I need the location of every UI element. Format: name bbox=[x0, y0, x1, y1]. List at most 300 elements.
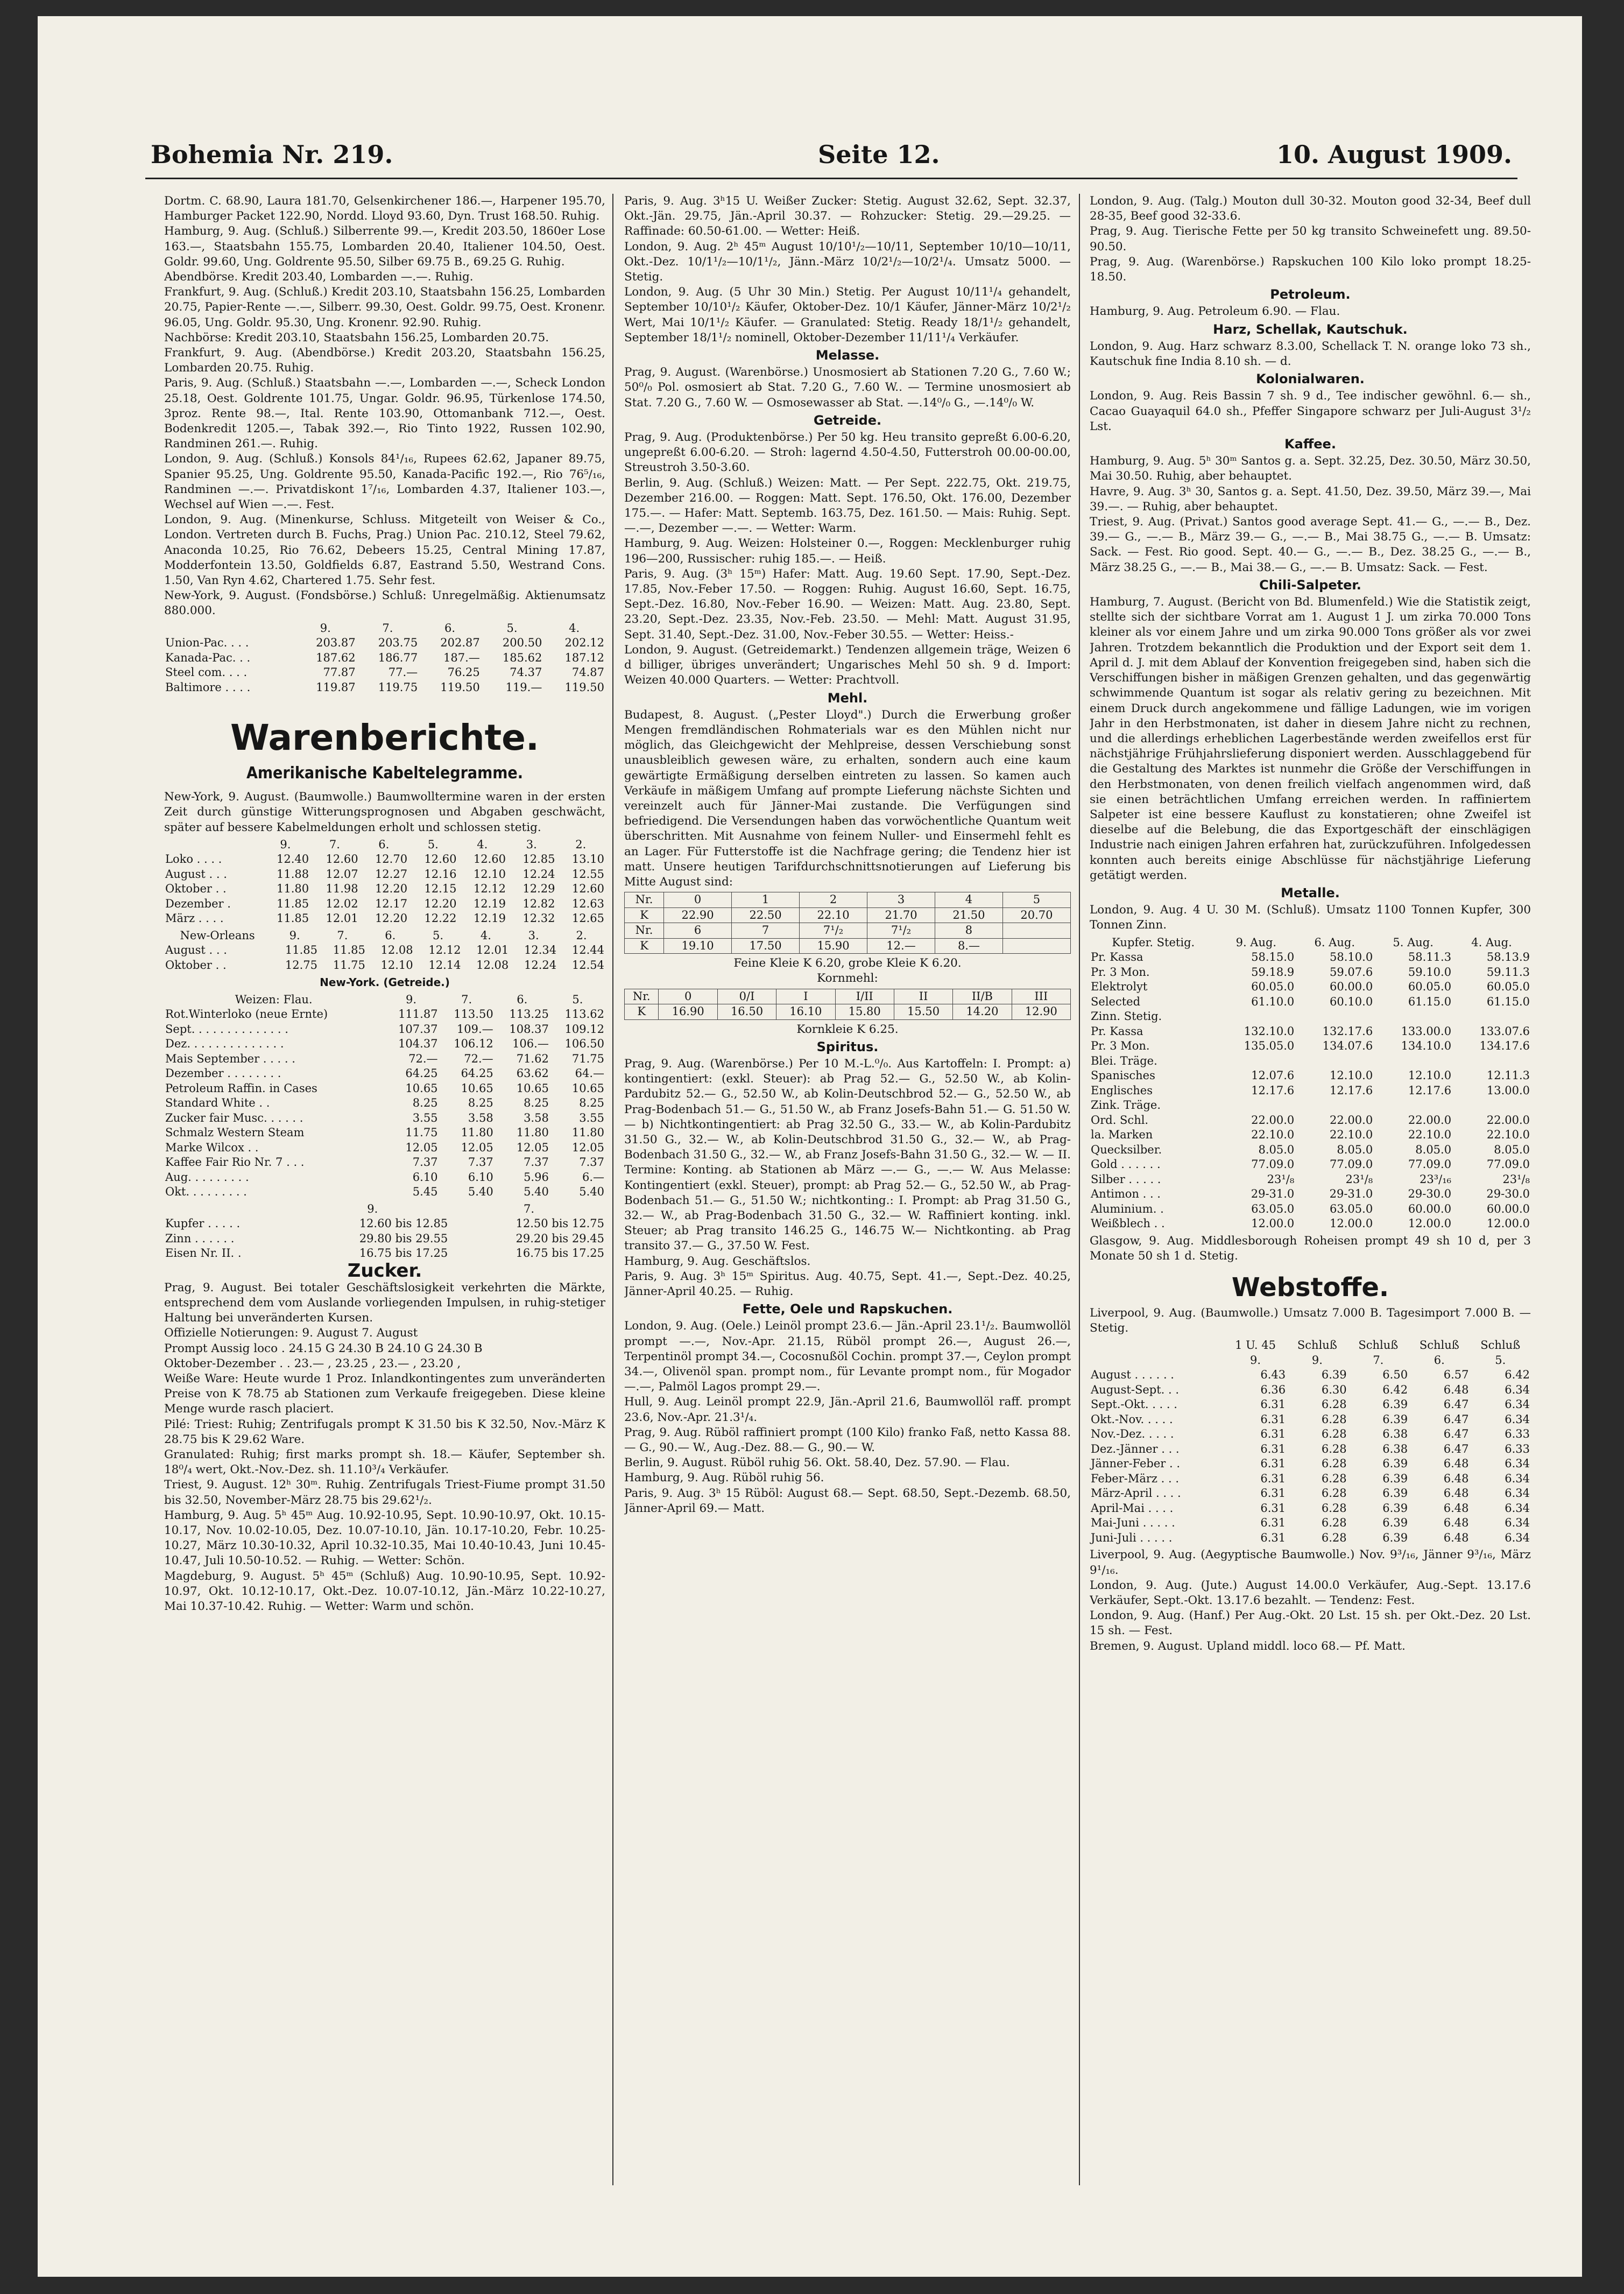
table-cell: 12.16 bbox=[424, 867, 457, 881]
table-cell bbox=[1452, 1098, 1531, 1113]
table-cell bbox=[1295, 1098, 1374, 1113]
table-cell: 6. bbox=[517, 993, 528, 1006]
table-cell: 9. bbox=[289, 928, 300, 942]
table-row bbox=[1090, 1187, 1531, 1202]
table-cell: 12.01 bbox=[326, 912, 358, 925]
table-row bbox=[164, 1141, 605, 1156]
table-cell: Marke Wilcox . . bbox=[165, 1141, 259, 1154]
table-cell: Nr. bbox=[625, 892, 664, 908]
table-cell: 11.75 bbox=[405, 1126, 438, 1139]
table-cell bbox=[449, 1246, 453, 1261]
table-row bbox=[1090, 980, 1531, 995]
table-cell: 6.42 bbox=[1505, 1368, 1530, 1382]
table-row bbox=[164, 1185, 605, 1200]
table-header-row bbox=[164, 1202, 605, 1217]
table-cell: 77.09.0 bbox=[1330, 1158, 1373, 1171]
table-cell: Juni-Juli . . . . . bbox=[1091, 1531, 1173, 1544]
paragraph: Liverpool, 9. Aug. (Baumwolle.) Umsatz 7.000 B. Tagesimport 7.000 B. — Stetig. bbox=[1090, 1306, 1531, 1335]
table-cell: 6.34 bbox=[1505, 1383, 1530, 1396]
table-cell: 12.90 bbox=[1012, 1004, 1070, 1020]
table-cell: 7.37 bbox=[468, 1156, 493, 1169]
table-cell: 60.00.0 bbox=[1408, 1202, 1452, 1215]
paragraph: Triest, 9. August. 12ʰ 30ᵐ. Ruhig. Zentrifugals Triest-Fiume prompt 31.50 bis 32.50, November-März 28.75 bis 29.62¹/₂. bbox=[164, 1478, 605, 1507]
table-cell: August-Sept. . . bbox=[1091, 1383, 1180, 1396]
table-row bbox=[164, 1170, 605, 1185]
table-cell: Antimon . . . bbox=[1091, 1187, 1161, 1201]
table-row bbox=[164, 943, 605, 958]
table-cell: 72.— bbox=[408, 1052, 438, 1065]
table-cell: Zinn. Stetig. bbox=[1091, 1010, 1162, 1023]
section-heading: Harz, Schellak, Kautschuk. bbox=[1213, 321, 1408, 337]
table-cell: 6.48 bbox=[1443, 1457, 1469, 1470]
newspaper-page bbox=[38, 16, 1582, 2277]
paragraph: Hamburg, 9. Aug. (Schluß.) Silberrente 99.—, Kredit 203.50, 1860er Lose 163.—, Staatsbahn 155.75, Lombarden 20.40, Italiener 104.50, Oest. Goldr. 99.60, Ung. Goldrente 95.50, Silber 69.75 B., 69.25 G. Ruhig. bbox=[164, 224, 605, 269]
table-cell: 12.44 bbox=[571, 944, 604, 957]
table-cell: 3.58 bbox=[524, 1111, 549, 1124]
table-cell: 12.34 bbox=[524, 944, 557, 957]
table-cell: 12.63 bbox=[571, 897, 604, 910]
paragraph: London, 9. Aug. (5 Uhr 30 Min.) Stetig. Per August 10/11¹/₄ gehandelt, September 10/10¹/₂ Käufer, Oktober-Dez. 10/1 Käufer, Jänner-März 10/2¹/₂ Wert, Mai 10/1¹/₂ Käufer. — Granulated: Stetig. Ready 18/1¹/₂ gehandelt, September 18/1¹/₂ nominell, Oktober-Dezember 11/11¹/₄ Verkäufer. bbox=[624, 285, 1071, 344]
table-cell: 12.14 bbox=[428, 958, 461, 972]
table-cell: 77.87 bbox=[323, 666, 356, 679]
table-cell bbox=[1295, 1054, 1374, 1069]
table-cell: 5.40 bbox=[579, 1185, 604, 1198]
table-row bbox=[1090, 1143, 1531, 1158]
table-row bbox=[164, 1007, 605, 1022]
table-cell: 6.38 bbox=[1382, 1427, 1408, 1441]
table-cell: 60.00.0 bbox=[1486, 1202, 1530, 1215]
table-cell: 59.18.9 bbox=[1251, 965, 1295, 979]
table-cell: 76.25 bbox=[447, 666, 480, 679]
table-cell: 8 bbox=[935, 923, 1002, 939]
table-cell: 4. bbox=[480, 928, 491, 942]
table-cell: 8.25 bbox=[412, 1096, 438, 1109]
table-cell: 6.34 bbox=[1505, 1472, 1530, 1485]
table-cell: 6.39 bbox=[1382, 1472, 1408, 1485]
table-cell: 59.10.0 bbox=[1408, 965, 1452, 979]
table-cell: 12.60 bbox=[326, 853, 358, 866]
table-cell: 7. bbox=[1373, 1353, 1384, 1367]
table-cell: 21.50 bbox=[935, 907, 1002, 923]
table-cell: 4. bbox=[477, 838, 488, 851]
table-cell: 22.00.0 bbox=[1486, 1113, 1530, 1127]
table-cell: 6.10 bbox=[468, 1170, 493, 1184]
table-cell: 5. Aug. bbox=[1393, 935, 1434, 949]
table-cell: Mais September . . . . . bbox=[165, 1052, 295, 1065]
table-cell: 119.50 bbox=[564, 680, 604, 694]
table-cell: 16.75 bis 17.25 bbox=[359, 1247, 448, 1259]
paragraph: Magdeburg, 9. August. 5ʰ 45ᵐ (Schluß) Aug. 10.90-10.95, Sept. 10.92-10.97, Okt. 10.12-10.17, Okt.-Dez. 10.07-10.12, Jän.-März 10.22-10.27, Mai 10.37-10.42. Ruhig. — Wetter: Warm und schön. bbox=[164, 1569, 605, 1613]
table-cell: Zink. Träge. bbox=[1091, 1099, 1161, 1112]
table-cell: 22.00.0 bbox=[1408, 1113, 1452, 1127]
paragraph: Glasgow, 9. Aug. Middlesborough Roheisen prompt 49 sh 10 d, per 3 Monate 50 sh 1 d. Stetig. bbox=[1090, 1234, 1531, 1263]
table-cell: 0 bbox=[664, 892, 732, 908]
table-row bbox=[1090, 1412, 1531, 1427]
paragraph: Hamburg, 9. Aug. Weizen: Holsteiner 0.—, Roggen: Mecklenburger ruhig 196—200, Russischer: ruhig 185.—. — Heiß. bbox=[624, 537, 1071, 566]
table-cell: 9. bbox=[320, 621, 331, 635]
table-cell: 6.31 bbox=[1260, 1457, 1286, 1470]
column-2 bbox=[624, 194, 1071, 2185]
table-cell: 14.20 bbox=[953, 1004, 1012, 1020]
table-cell: 71.62 bbox=[516, 1052, 549, 1065]
table-cell: 58.15.0 bbox=[1251, 951, 1295, 964]
table-row bbox=[164, 1246, 605, 1261]
paragraph: Oktober-Dezember . . 23.— , 23.25 , 23.— , 23.20 , bbox=[164, 1356, 461, 1370]
table-row bbox=[1090, 1216, 1531, 1232]
paragraph: London, 9. August. (Getreidemarkt.) Tendenzen allgemein träge, Weizen 6 d billiger, übriges unverändert; Ungarisches Mehl 50 sh. 9 d. Import: Weizen 40.000 Quarters. — Wetter: Prachtvoll. bbox=[624, 643, 1071, 687]
table-row bbox=[164, 1216, 605, 1232]
table-cell: 133.00.0 bbox=[1401, 1024, 1452, 1038]
table-cell: März-April . . . . bbox=[1091, 1487, 1181, 1500]
table-cell: Aug. . . . . . . . . bbox=[165, 1170, 249, 1184]
table-cell: Mai-Juni . . . . . bbox=[1091, 1516, 1175, 1530]
table-cell: 6.42 bbox=[1382, 1383, 1408, 1396]
table-cell: 6.31 bbox=[1260, 1398, 1286, 1411]
table-cell: III bbox=[1012, 989, 1070, 1004]
table-cell: 202.12 bbox=[564, 636, 604, 650]
table-cell: 22.10.0 bbox=[1408, 1128, 1452, 1142]
section-title: Webstoffe. bbox=[1231, 1272, 1389, 1303]
table-cell: 12.17.6 bbox=[1330, 1083, 1373, 1097]
table-row bbox=[1090, 1368, 1531, 1383]
paragraph: Budapest, 8. August. („Pester Lloyd".) Durch die Erwerbung großer Mengen fremdländischen Rohmaterials war es den Mühlen nicht nur möglich, das Gleichgewicht der Mehlpreise, dessen Verschiebung sonst unausbleiblich gewesen wäre, zu erhalten, sondern auch eine kaum gewärtigte Ermäßigung derselben eintreten zu lassen. So kamen auch Verkäufe in mäßigem Umfang auf prompte Lieferung nächste Sichten und vereinzelt auch für Jänner-Mai zustande. Die Verfügungen sind befriedigend. Die Versendungen haben das vorwöchentliche Quantum weit überschritten. Mit Ausnahme von feinem Nuller- und Einsermehl fehlt es an Lager. Für Futterstoffe ist die Nachfrage gering; die Tendenz hier ist matt. Unsere heutigen Tarifdurchschnittsnotierungen auf Lieferung bis Mitte August sind: bbox=[624, 708, 1071, 889]
table-cell: Dez. . . . . . . . . . . . . . bbox=[165, 1037, 284, 1050]
table-row bbox=[1090, 1157, 1531, 1172]
table-cell: Oktober . . bbox=[165, 882, 227, 896]
table-cell: 6.10 bbox=[412, 1170, 438, 1184]
table-cell: Nov.-Dez. . . . . bbox=[1091, 1427, 1174, 1441]
table-cell: 203.87 bbox=[316, 636, 356, 650]
table-cell: 58.13.9 bbox=[1486, 951, 1530, 964]
table-cell: 7.37 bbox=[579, 1156, 604, 1169]
table-cell: 6.33 bbox=[1505, 1442, 1530, 1455]
table-row bbox=[164, 1052, 605, 1067]
table-cell: 6.39 bbox=[1382, 1412, 1408, 1426]
table-cell: 19.10 bbox=[664, 938, 732, 954]
table-row bbox=[1090, 1442, 1531, 1457]
table-cell: 8.— bbox=[935, 938, 1002, 954]
table-cell: 5. bbox=[427, 838, 439, 851]
table-note: Feine Kleie K 6.20, grobe Kleie K 6.20. bbox=[733, 956, 962, 970]
paragraph: Dortm. C. 68.90, Laura 181.70, Gelsenkirchener 186.—, Harpener 195.70, Hamburger Packet 122.90, Nordd. Lloyd 93.60, Dyn. Trust 168.50. Ruhig. bbox=[164, 194, 605, 223]
table-cell bbox=[1217, 1009, 1295, 1024]
paragraph: Offizielle Notierungen: 9. August 7. August bbox=[164, 1326, 418, 1340]
table-row bbox=[1090, 1383, 1531, 1398]
table-cell: 22.10.0 bbox=[1330, 1128, 1373, 1142]
table-cell: 63.05.0 bbox=[1251, 1202, 1295, 1215]
paragraph: London, 9. Aug. (Talg.) Mouton dull 30-32. Mouton good 32-34, Beef dull 28-35, Beef good 32-33.6. bbox=[1090, 194, 1531, 223]
table-row bbox=[164, 1096, 605, 1111]
table-row bbox=[1090, 1397, 1531, 1412]
table-cell: Silber . . . . . bbox=[1091, 1172, 1161, 1186]
table-cell bbox=[1090, 1353, 1224, 1368]
table-cell: Steel com. . . . bbox=[165, 666, 248, 679]
table-cell: 12.— bbox=[867, 938, 935, 954]
table-cell: Schluß bbox=[1297, 1339, 1337, 1352]
table-cell: 12.10 bbox=[473, 867, 506, 881]
table-cell: 22.10.0 bbox=[1486, 1128, 1530, 1142]
table-cell: 8.25 bbox=[579, 1096, 604, 1109]
table-cell: 11.80 bbox=[571, 1126, 604, 1139]
table-cell: 9. bbox=[280, 838, 291, 851]
table-cell: 187.— bbox=[443, 651, 480, 664]
table-cell: 6.28 bbox=[1321, 1457, 1347, 1470]
header-rule bbox=[145, 178, 1517, 179]
table-cell: 6.28 bbox=[1321, 1531, 1347, 1544]
metals-table bbox=[164, 1202, 605, 1261]
table-cell: 60.05.0 bbox=[1251, 980, 1295, 994]
table-cell: 203.75 bbox=[378, 636, 418, 650]
ny-stocks-table bbox=[164, 621, 605, 695]
paragraph: New-York, 9. August. (Baumwolle.) Baumwollterminе waren in der ersten Zeit durch günstige Witterungsprognosen und Abgaben geschwächt, später auf bessere Kabelmeldungen erholt und schlossen stetig. bbox=[164, 790, 605, 834]
paragraph: London, 9. Aug. (Minenkurse, Schluss. Mitgeteilt von Weiser & Co., London. Vertreten durch B. Fuchs, Prag.) Union Pac. 210.12, Steel 79.62, Anaconda 10.25, Rio 76.62, Debeers 15.25, Central Mining 17.87, Modderfontein 13.50, Goldfields 6.87, Eastrand 5.50, Westrand Cons. 1.50, Van Ryn 4.62, Chartered 1.75. Sehr fest. bbox=[164, 513, 605, 588]
table-cell: 12.07 bbox=[326, 867, 358, 881]
table-cell: Schluß bbox=[1358, 1339, 1399, 1352]
table-cell: Spanisches bbox=[1091, 1069, 1155, 1082]
table-cell: 61.10.0 bbox=[1251, 995, 1295, 1008]
table-cell: 12.20 bbox=[375, 882, 408, 896]
table-cell: 106.50 bbox=[564, 1037, 604, 1050]
table-cell: Rot.Winterloko (neue Ernte) bbox=[165, 1008, 328, 1021]
section-heading: Spiritus. bbox=[816, 1039, 879, 1054]
table-row bbox=[164, 882, 605, 897]
table-cell: 1 bbox=[732, 892, 800, 908]
table-cell: 15.90 bbox=[800, 938, 867, 954]
table-cell: 74.87 bbox=[571, 666, 604, 679]
table-cell: 7¹/₂ bbox=[800, 923, 867, 939]
table-cell: August . . . bbox=[165, 867, 227, 881]
table-cell: 132.10.0 bbox=[1244, 1024, 1295, 1038]
table-cell: 15.80 bbox=[835, 1004, 894, 1020]
table-cell: Schluß bbox=[1419, 1339, 1459, 1352]
table-cell: 63.05.0 bbox=[1330, 1202, 1373, 1215]
table-cell: Aluminium. . bbox=[1091, 1202, 1164, 1215]
paragraph: London, 9. Aug. 4 U. 30 M. (Schluß). Umsatz 1100 Tonnen Kupfer, 300 Tonnen Zinn. bbox=[1090, 903, 1531, 932]
table-cell: 6.48 bbox=[1443, 1472, 1469, 1485]
table-cell: 17.50 bbox=[732, 938, 800, 954]
cotton-table bbox=[164, 838, 605, 926]
table-cell: 6.39 bbox=[1321, 1368, 1347, 1382]
table-cell: II bbox=[894, 989, 952, 1004]
table-cell: 119.— bbox=[505, 680, 542, 694]
table-cell: Sept. . . . . . . . . . . . . . bbox=[165, 1022, 288, 1036]
paragraph: Hamburg, 9. Aug. 5ʰ 45ᵐ Aug. 10.92-10.95, Sept. 10.90-10.97, Okt. 10.15-10.17, Nov. 10.02-10.05, Dez. 10.07-10.10, Jän. 10.17-10.20, Febr. 10.25-10.27, März 10.30-10.32, April 10.32-10.35, Mai 10.40-10.43, Juni 10.45-10.47, Juli 10.50-10.52. — Ruhig. — Wetter: Schön. bbox=[164, 1508, 605, 1568]
table-cell: 6.48 bbox=[1443, 1383, 1469, 1396]
table-cell: Schluß bbox=[1480, 1339, 1521, 1352]
paragraph: London, 9. Aug. 2ʰ 45ᵐ August 10/10¹/₂—10/11, September 10/10—10/11, Okt.-Dez. 10/1¹/₂—10/1¹/₂, Jänn.-März 10/2¹/₂—10/2¹/₄. Umsatz 5000. — Stetig. bbox=[624, 240, 1071, 284]
table-cell: 12.05 bbox=[461, 1141, 493, 1154]
table-cell bbox=[1002, 923, 1070, 939]
table-cell: 16.90 bbox=[659, 1004, 717, 1020]
table-cell: 119.50 bbox=[440, 680, 480, 694]
table-row bbox=[1090, 1456, 1531, 1472]
table-row bbox=[1090, 1098, 1531, 1113]
table-cell: 23¹/₈ bbox=[1345, 1172, 1373, 1186]
table-cell: 12.00.0 bbox=[1251, 1217, 1295, 1230]
table-cell: 72.— bbox=[464, 1052, 493, 1065]
table-cell: 6.31 bbox=[1260, 1516, 1286, 1530]
table-cell: 77.— bbox=[388, 666, 418, 679]
paragraph: Frankfurt, 9. Aug. (Schluß.) Kredit 203.10, Staatsbahn 156.25, Lombarden 20.75, Papier-Rente —.—, Silberr. 99.30, Oest. Goldr. 99.75, Oest. Kronenr. 96.05, Ung. Goldr. 95.30, Ung. Kronenr. 92.90. Ruhig. bbox=[164, 285, 605, 329]
table-row bbox=[1090, 1531, 1531, 1546]
table-row bbox=[164, 1155, 605, 1170]
table-row bbox=[625, 923, 1071, 939]
table-cell: 12.20 bbox=[375, 912, 408, 925]
column-1 bbox=[164, 194, 605, 2185]
table-cell: 6.31 bbox=[1260, 1501, 1286, 1515]
table-cell: 3.55 bbox=[579, 1111, 604, 1124]
table-cell: 6.48 bbox=[1443, 1501, 1469, 1515]
table-cell: 12.82 bbox=[522, 897, 555, 910]
table-cell: 8.05.0 bbox=[1415, 1143, 1452, 1156]
table-row bbox=[625, 1004, 1071, 1020]
table-cell: 6.39 bbox=[1382, 1398, 1408, 1411]
table-cell: 12.20 bbox=[424, 897, 457, 910]
table-cell: 6.31 bbox=[1260, 1442, 1286, 1455]
table-cell: 3 bbox=[867, 892, 935, 908]
table-cell: 11.80 bbox=[277, 882, 309, 896]
table-row bbox=[1090, 1353, 1531, 1368]
table-cell: 9. Aug. bbox=[1235, 935, 1277, 949]
table-cell: 6.47 bbox=[1443, 1412, 1469, 1426]
table-row bbox=[1090, 1472, 1531, 1487]
table-cell: 10.65 bbox=[571, 1081, 604, 1095]
table-cell: 6.31 bbox=[1260, 1531, 1286, 1544]
table-cell: 6.47 bbox=[1443, 1398, 1469, 1411]
table-cell: 3. bbox=[528, 928, 539, 942]
table-cell: 64.— bbox=[575, 1067, 604, 1080]
table-cell: Gold . . . . . . bbox=[1091, 1158, 1161, 1171]
table-cell: 5.40 bbox=[524, 1185, 549, 1198]
table-row bbox=[1090, 1068, 1531, 1083]
table-cell: 6.50 bbox=[1382, 1368, 1408, 1382]
table-cell: 4. bbox=[569, 621, 580, 635]
table-cell: 12.60 bbox=[571, 882, 604, 896]
london-metals-table bbox=[1090, 935, 1531, 1232]
table-cell: 23³/₁₆ bbox=[1420, 1172, 1452, 1186]
table-cell: 12.17.6 bbox=[1251, 1083, 1295, 1097]
table-cell: 16.50 bbox=[717, 1004, 776, 1020]
table-cell: 77.09.0 bbox=[1486, 1158, 1530, 1171]
page-header bbox=[151, 140, 1512, 178]
table-cell: 29-31.0 bbox=[1329, 1187, 1373, 1201]
table-cell: Eisen Nr. II. . bbox=[165, 1247, 242, 1259]
table-cell: 7. bbox=[382, 621, 393, 635]
table-cell: 9. bbox=[1311, 1353, 1323, 1367]
table-cell bbox=[1452, 1009, 1531, 1024]
paragraph: Abendbörse. Kredit 203.40, Lombarden —.—. Ruhig. bbox=[164, 270, 474, 284]
table-cell: 106.— bbox=[512, 1037, 549, 1050]
table-cell: 4. Aug. bbox=[1471, 935, 1512, 949]
table-cell: 11.85 bbox=[277, 912, 309, 925]
table-cell: 12.24 bbox=[524, 958, 557, 972]
table-cell: 11.88 bbox=[277, 867, 309, 881]
table-cell: 12.00.0 bbox=[1486, 1217, 1530, 1230]
table-cell: 64.25 bbox=[405, 1067, 438, 1080]
paragraph: London, 9. Aug. Reis Bassin 7 sh. 9 d., Tee indischer gewöhnl. 6.— sh., Cacao Guayaquil 64.0 sh., Pfeffer Singapore schwarz per Juli-August 3¹/₂ Lst. bbox=[1090, 389, 1531, 433]
table-cell: 29.80 bis 29.55 bbox=[359, 1232, 448, 1245]
flour-table bbox=[624, 892, 1071, 954]
table-cell: 21.70 bbox=[867, 907, 935, 923]
table-cell: New-Orleans bbox=[180, 928, 255, 942]
table-cell bbox=[1002, 938, 1070, 954]
paragraph: Prag, 9. Aug. Tierische Fette per 50 kg transito Schweinefett ung. 89.50-90.50. bbox=[1090, 224, 1531, 254]
table-cell: 12.08 bbox=[380, 944, 413, 957]
table-cell: 7. bbox=[523, 1202, 534, 1215]
table-row bbox=[164, 867, 605, 882]
table-cell: 6.28 bbox=[1321, 1412, 1347, 1426]
table-cell: Nr. bbox=[625, 923, 664, 939]
table-cell: 12.60 bis 12.85 bbox=[359, 1217, 448, 1230]
table-row bbox=[1090, 1486, 1531, 1501]
paragraph: Hamburg, 9. Aug. Geschäftslos. bbox=[624, 1254, 811, 1268]
table-cell: 22.10.0 bbox=[1251, 1128, 1295, 1142]
paragraph: Hamburg, 9. Aug. Rüböl ruhig 56. bbox=[624, 1471, 824, 1485]
table-cell: 12.60 bbox=[424, 853, 457, 866]
table-cell: 61.15.0 bbox=[1408, 995, 1452, 1008]
table-cell: 9. bbox=[405, 993, 416, 1006]
table-cell: 0 bbox=[659, 989, 717, 1004]
table-cell: 12.08 bbox=[476, 958, 509, 972]
table-cell: 12.05 bbox=[405, 1141, 438, 1154]
table-cell: 12.65 bbox=[571, 912, 604, 925]
table-cell: 6.28 bbox=[1321, 1398, 1347, 1411]
table-cell: 6.34 bbox=[1505, 1398, 1530, 1411]
table-cell: 7. bbox=[337, 928, 348, 942]
table-cell bbox=[1217, 1054, 1295, 1069]
table-cell: K bbox=[625, 938, 664, 954]
section-heading-zucker: Zucker. bbox=[347, 1259, 422, 1282]
paragraph: London, 9. Aug. (Hanf.) Per Aug.-Okt. 20 Lst. 15 sh. per Okt.-Dez. 20 Lst. 15 sh. — Fest. bbox=[1090, 1609, 1531, 1638]
table-cell: 6.31 bbox=[1260, 1412, 1286, 1426]
table-cell: Nr. bbox=[625, 989, 659, 1004]
paragraph: Hamburg, 7. August. (Bericht von Bd. Blumenfeld.) Wie die Statistik zeigt, stellte sich der sichtbare Vorrat am 1. August 1 J. um zirka 70.000 Tons kleiner als vor einem Jahre und um zirka 90.000 Tons größer als vor zwei Jahren. Trotzdem bekanntlich die Produktion und der Export seit dem 1. April d. J. mit dem Ablauf der Konvention freigegeben sind, haben sich die Verschiffungen bisher in mäßigen Grenzen gehalten, und das gegenwärtig schwimmende Quantum ist sogar als relativ gering zu bezeichnen. Mit einem Druck durch angekommene und fällige Ladungen, wie im vorigen Jahr in den Herbstmonaten, ist daher in diesem Jahre nicht zu rechnen, und die allerdings erheblichen Lagerbestände werden zweifellos erst für nächstjährige Frühjahrslieferung disponiert werden. Ausschlaggebend für die Gestaltung des Marktes ist nunmehr die Größe der Verschiffungen in den Herbstmonaten, von denen freilich vielfach angenommen wird, daß sie einen beträchtlichen Umfang erreichen werden. In raffiniertem Salpeter ist eine bessere Kauflust zu konstatieren; ohne Zweifel ist dieselbe auf die Belebung, die das Exportgeschäft der einschlägigen Industrie nach einigen Jahren erfahren hat, zurückzuführen. Infolgedessen konnten auch bereits einige Abschlüsse für nächstjährige Lieferung getätigt werden. bbox=[1090, 595, 1531, 882]
table-cell: 134.17.6 bbox=[1479, 1039, 1530, 1053]
table-cell: 132.17.6 bbox=[1322, 1024, 1373, 1038]
table-cell: Jänner-Feber . . bbox=[1091, 1457, 1181, 1470]
table-cell: 60.05.0 bbox=[1408, 980, 1452, 994]
table-cell: 77.09.0 bbox=[1408, 1158, 1452, 1171]
paragraph: New-York, 9. August. (Fondsbörse.) Schluß: Unregelmäßig. Aktienumsatz 880.000. bbox=[164, 589, 605, 618]
table-row bbox=[1090, 1427, 1531, 1442]
table-cell: 6. bbox=[378, 838, 390, 851]
table-row bbox=[1090, 1113, 1531, 1128]
table-cell: 5 bbox=[1002, 892, 1070, 908]
header-issue: Bohemia Nr. 219. bbox=[151, 140, 393, 169]
table-cell: 12.32 bbox=[522, 912, 555, 925]
paragraph: London, 9. Aug. (Jute.) August 14.00.0 Verkäufer, Aug.-Sept. 13.17.6 Verkäufer, Sept.-Okt. 13.17.6 bezahlt. — Tendenz: Fest. bbox=[1090, 1578, 1531, 1607]
table-row bbox=[1090, 1039, 1531, 1054]
table-cell: 185.62 bbox=[502, 651, 542, 664]
table-cell: 6.34 bbox=[1505, 1487, 1530, 1500]
table-row bbox=[164, 852, 605, 867]
table-cell: 7.37 bbox=[524, 1156, 549, 1169]
table-cell: 202.87 bbox=[440, 636, 480, 650]
table-cell: 12.19 bbox=[473, 897, 506, 910]
table-cell: 6.28 bbox=[1321, 1427, 1347, 1441]
table-cell: 113.62 bbox=[564, 1008, 604, 1021]
table-cell: 22.00.0 bbox=[1251, 1113, 1295, 1127]
table-cell: Loko . . . . bbox=[165, 853, 222, 866]
table-cell: 200.50 bbox=[502, 636, 542, 650]
paragraph: London, 9. Aug. Harz schwarz 8.3.00, Schellack T. N. orange loko 73 sh., Kautschuk fine India 8.10 sh. — d. bbox=[1090, 339, 1531, 369]
table-row bbox=[1090, 1516, 1531, 1531]
table-cell: 16.75 bis 17.25 bbox=[516, 1247, 604, 1259]
header-date: 10. August 1909. bbox=[1276, 140, 1512, 169]
table-cell: 6.38 bbox=[1382, 1442, 1408, 1455]
table-row bbox=[625, 938, 1071, 954]
paragraph: Pilé: Triest: Ruhig; Zentrifugals prompt K 31.50 bis K 32.50, Nov.-März K 28.75 bis K 29.62 Ware. bbox=[164, 1417, 605, 1446]
